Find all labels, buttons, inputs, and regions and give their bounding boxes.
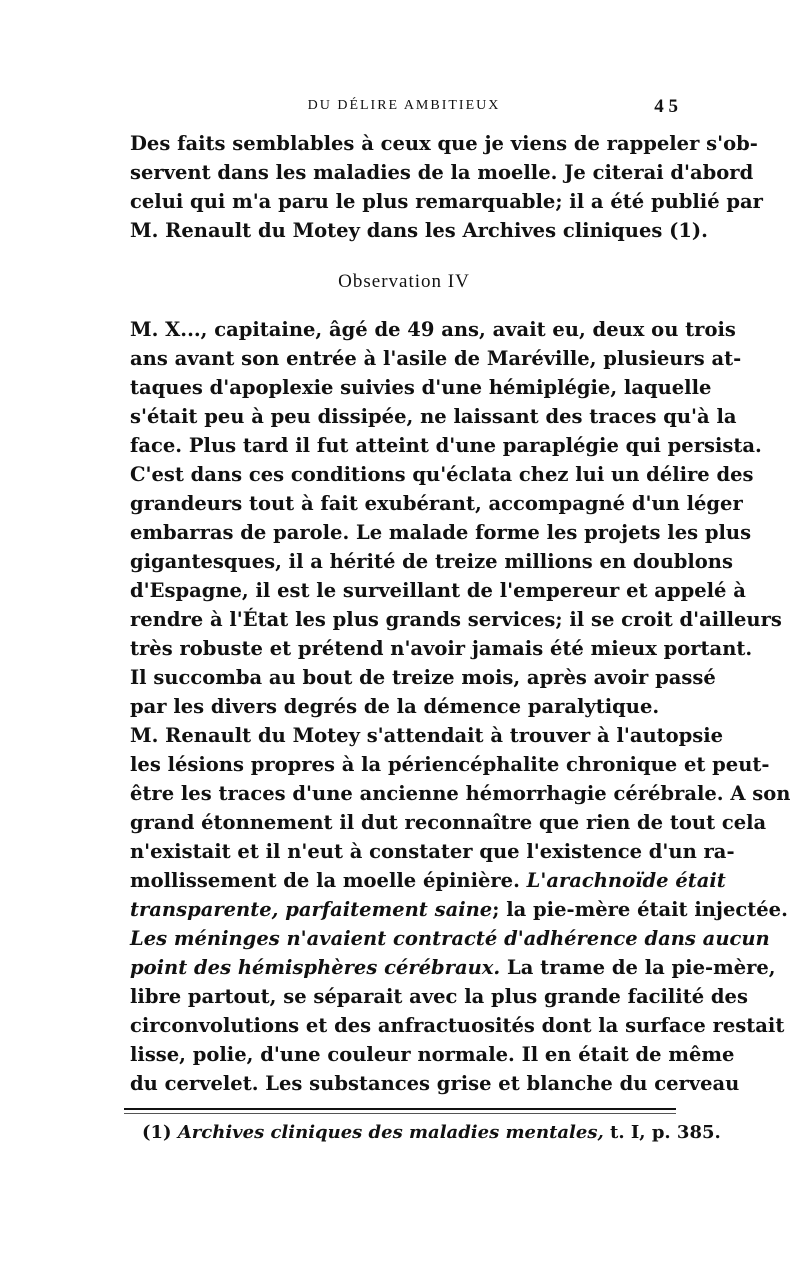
text-line: grand étonnement il dut reconnaître que rien de tout cela — [130, 811, 767, 834]
italic-line: Les méninges n'avaient contracté d'adhérence dans aucun — [130, 927, 770, 950]
text-line: très robuste et prétend n'avoir jamais été mieux portant. — [130, 637, 753, 660]
text-line: face. Plus tard il fut atteint d'une paraplégie qui persista. — [130, 434, 762, 457]
text-line: libre partout, se séparait avec la plus grande facilité des — [130, 985, 748, 1008]
text-line: C'est dans ces conditions qu'éclata chez lui un délire des — [130, 463, 754, 486]
text-line — [130, 953, 776, 982]
text-line: grandeurs tout à fait exubérant, accompagné d'un léger — [130, 492, 743, 515]
text-segment: ; la pie-mère était injectée. — [492, 898, 788, 921]
italic-segment: transparente, parfaitement saine — [130, 898, 493, 921]
text-line: du cervelet. Les substances grise et blanche du cerveau — [130, 1072, 740, 1095]
text-line: ans avant son entrée à l'asile de Maréville, plusieurs at- — [130, 347, 742, 370]
text-line — [130, 895, 788, 924]
footnote-ref: (1) — [142, 1122, 178, 1143]
page-header — [130, 96, 678, 120]
text-line: rendre à l'État les plus grands services; il se croit d'ailleurs — [130, 608, 782, 631]
footnote-rule-thin — [124, 1113, 676, 1114]
text-line: s'était peu à peu dissipée, ne laissant des traces qu'à la — [130, 405, 737, 428]
text-line: M. X..., capitaine, âgé de 49 ans, avait eu, deux ou trois — [130, 318, 736, 341]
footnote — [142, 1122, 721, 1143]
text-segment: mollissement de la moelle épinière. — [130, 869, 527, 892]
text-line: Il succomba au bout de treize mois, après avoir passé — [130, 666, 716, 689]
text-line: par les divers degrés de la démence paralytique. — [130, 695, 660, 718]
running-title: DU DÉLIRE AMBITIEUX — [307, 98, 501, 113]
text-line: celui qui m'a paru le plus remarquable; il a été publié par — [130, 190, 763, 213]
text-line: servent dans les maladies de la moelle. Je citerai d'abord — [130, 161, 754, 184]
text-line: taques d'apoplexie suivies d'une hémiplégie, laquelle — [130, 376, 712, 399]
text-line: lisse, polie, d'une couleur normale. Il en était de même — [130, 1043, 735, 1066]
footnote-volume: t. I, p. 385. — [603, 1122, 721, 1143]
text-segment: La trame de la pie-mère, — [500, 956, 776, 979]
footnote-rule — [124, 1108, 676, 1110]
italic-segment: point des hémisphères cérébraux. — [130, 956, 501, 979]
text-line: n'existait et il n'eut à constater que l'existence d'un ra- — [130, 840, 735, 863]
text-line: circonvolutions et des anfractuosités dont la surface restait — [130, 1014, 785, 1037]
italic-segment: L'arachnoïde était — [526, 869, 726, 892]
text-line — [130, 866, 726, 895]
text-line: d'Espagne, il est le surveillant de l'empereur et appelé à — [130, 579, 746, 602]
text-line: gigantesques, il a hérité de treize millions en doublons — [130, 550, 733, 573]
text-line: être les traces d'une ancienne hémorrhagie cérébrale. A son — [130, 782, 791, 805]
text-line: M. Renault du Motey s'attendait à trouver à l'autopsie — [130, 724, 724, 747]
text-line: embarras de parole. Le malade forme les projets les plus — [130, 521, 752, 544]
text-line: Des faits semblables à ceux que je viens de rappeler s'ob- — [130, 132, 758, 155]
text-line: M. Renault du Motey dans les Archives cliniques (1). — [130, 219, 708, 242]
page-number: 4 5 — [654, 96, 678, 117]
footnote-title: Archives cliniques des maladies mentales, — [177, 1122, 604, 1143]
text-line: les lésions propres à la périencéphalite chronique et peut- — [130, 753, 770, 776]
observation-heading: Observation IV — [338, 271, 470, 292]
